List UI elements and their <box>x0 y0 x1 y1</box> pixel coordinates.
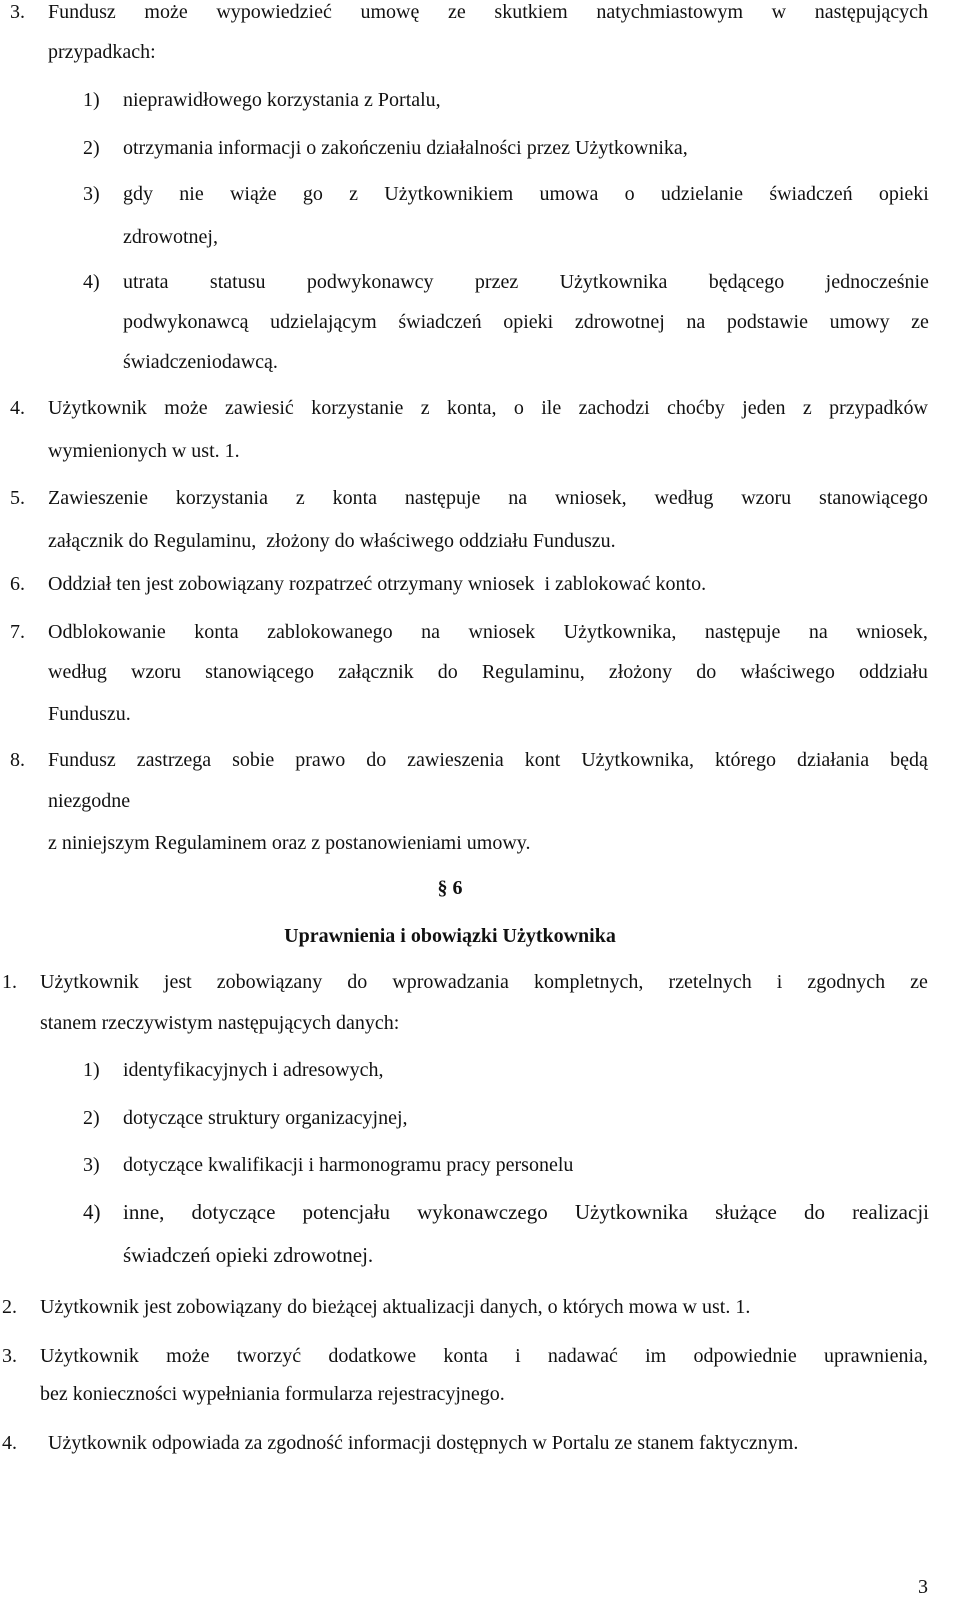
item-7-number: 7. <box>10 621 25 643</box>
word: przez <box>474 271 519 293</box>
word: podwykonawcą <box>123 311 249 333</box>
word: według <box>48 661 107 683</box>
item-4-line2: wymienionych w ust. 1. <box>48 440 240 462</box>
word: konta <box>332 487 377 509</box>
word: jeden <box>742 397 786 419</box>
subitem-text-cont: świadczeń opieki zdrowotnej. <box>123 1243 374 1267</box>
word: wykonawczego <box>417 1200 548 1224</box>
word: Fundusz <box>48 749 116 771</box>
word: gdy <box>123 183 153 205</box>
word: i <box>515 1345 521 1367</box>
word: według <box>654 487 714 509</box>
subitem-text <box>123 1202 929 1223</box>
item-8-line2: niezgodne <box>48 790 131 812</box>
word: wniosek <box>468 621 536 643</box>
word: wzoru <box>131 661 182 683</box>
item-5-number: 5. <box>10 487 25 509</box>
word: następuje <box>704 621 781 643</box>
s6-item-1-number: 1. <box>2 971 17 993</box>
word: może <box>164 397 208 419</box>
word: natychmiastowym <box>596 1 744 23</box>
word: Użytkownika, <box>563 621 677 643</box>
word: statusu <box>209 271 266 293</box>
subitem-number: 3) <box>83 183 100 205</box>
word: wniosek, <box>856 621 928 643</box>
item-3-line1 <box>48 2 928 22</box>
word: stanowiącego <box>819 487 928 509</box>
word: na <box>808 621 828 643</box>
word: zawieszenia <box>407 749 504 771</box>
word: z <box>349 183 359 205</box>
item-8-line1 <box>48 750 928 770</box>
item-4-line1 <box>48 398 928 418</box>
word: opieki <box>503 311 554 333</box>
item-5-line2: załącznik do Regulaminu, złożony do właściwego oddziału Funduszu. <box>48 530 616 552</box>
word: do <box>437 661 458 683</box>
word: zastrzega <box>136 749 212 771</box>
word: o <box>624 183 635 205</box>
word: i <box>776 971 783 993</box>
word: umowę <box>360 1 420 23</box>
subitem-number: 1) <box>83 89 100 111</box>
word: Zawieszenie <box>48 487 148 509</box>
word: może <box>144 1 188 23</box>
s6-item-2-text: Użytkownik jest zobowiązany do bieżącej aktualizacji danych, o których mowa w ust. 1. <box>40 1296 751 1318</box>
word: właściwego <box>740 661 835 683</box>
s6-item-2-number: 2. <box>2 1296 17 1318</box>
word: zachodzi <box>578 397 650 419</box>
word: konta, <box>447 397 497 419</box>
word: wprowadzania <box>392 971 509 993</box>
s6-item-3-number: 3. <box>2 1345 17 1367</box>
word: przypadków <box>829 397 928 419</box>
word: ile <box>541 397 562 419</box>
item-3-line2: przypadkach: <box>48 41 156 63</box>
word: do <box>803 1200 825 1224</box>
s6-item-3-line2: bez konieczności wypełniania formularza rejestracyjnego. <box>40 1383 505 1405</box>
item-6-number: 6. <box>10 573 25 595</box>
word: załącznik <box>338 661 414 683</box>
word: będą <box>890 749 928 771</box>
subitem-number: 1) <box>83 1059 100 1081</box>
word: złożony <box>608 661 673 683</box>
word: tworzyć <box>236 1345 302 1367</box>
word: o <box>513 397 524 419</box>
word: ze <box>448 1 466 23</box>
subitem-text: identyfikacyjnych i adresowych, <box>123 1059 384 1081</box>
word: Użytkownika <box>574 1200 688 1224</box>
s6-item-1-line2: stanem rzeczywistym następujących danych: <box>40 1012 400 1034</box>
word: świadczeń <box>398 311 482 333</box>
word: którego <box>714 749 777 771</box>
word: do <box>347 971 368 993</box>
subitem-number: 2) <box>83 137 100 159</box>
word: do <box>366 749 387 771</box>
word: zobowiązany <box>216 971 323 993</box>
word: zawiesić <box>224 397 294 419</box>
word: stanowiącego <box>205 661 315 683</box>
subitem-number: 4) <box>83 1200 101 1224</box>
word: zdrowotnej <box>574 311 665 333</box>
word: wypowiedzieć <box>216 1 332 23</box>
word: oddziału <box>859 661 928 683</box>
word: prawo <box>295 749 346 771</box>
word: będącego <box>708 271 785 293</box>
item-8-number: 8. <box>10 749 25 771</box>
word: podstawie <box>726 311 808 333</box>
item-7-line2 <box>48 662 928 682</box>
word: nie <box>179 183 204 205</box>
s6-item-4-text: Użytkownik odpowiada za zgodność informacji dostępnych w Portalu ze stanem faktycznym. <box>48 1432 799 1454</box>
word: ze <box>910 971 928 993</box>
word: rzetelnych <box>668 971 752 993</box>
word: dodatkowe <box>328 1345 417 1367</box>
subitem-text-cont: zdrowotnej, <box>123 226 218 248</box>
subitem-text: dotyczące struktury organizacyjnej, <box>123 1107 408 1129</box>
word: wiąże <box>229 183 277 205</box>
word: na <box>686 311 706 333</box>
word: utrata <box>123 271 169 293</box>
subitem-text: dotyczące kwalifikacji i harmonogramu pracy personelu <box>123 1154 574 1176</box>
word: go <box>302 183 323 205</box>
word: kont <box>524 749 561 771</box>
word: dotyczące <box>191 1200 276 1224</box>
page-number: 3 <box>918 1576 928 1598</box>
word: ze <box>911 311 929 333</box>
word: uprawnienia, <box>824 1345 928 1367</box>
item-5-line1 <box>48 488 928 508</box>
subitem-text-cont <box>123 312 929 332</box>
word: umowa <box>539 183 599 205</box>
word: nadawać <box>547 1345 618 1367</box>
subitem-text-cont: świadczeniodawcą. <box>123 351 278 373</box>
word: zablokowanego <box>267 621 393 643</box>
word: na <box>508 487 528 509</box>
word: Użytkownik <box>48 397 147 419</box>
word: skutkiem <box>494 1 568 23</box>
subitem-text: nieprawidłowego korzystania z Portalu, <box>123 89 441 111</box>
word: Użytkownikiem <box>384 183 514 205</box>
word: następuje <box>404 487 481 509</box>
word: następujących <box>814 1 928 23</box>
item-7-line1 <box>48 622 928 642</box>
word: sobie <box>232 749 275 771</box>
word: na <box>421 621 441 643</box>
subitem-text <box>123 184 929 204</box>
word: inne, <box>123 1200 165 1224</box>
word: działania <box>797 749 870 771</box>
subitem-text <box>123 272 929 292</box>
word: im <box>645 1345 667 1367</box>
word: udzielającym <box>270 311 377 333</box>
word: z <box>420 397 430 419</box>
word: w <box>771 1 787 23</box>
word: może <box>166 1345 210 1367</box>
word: świadczeń <box>769 183 853 205</box>
word: realizacji <box>852 1200 929 1224</box>
word: Użytkownika, <box>581 749 694 771</box>
word: kompletnych, <box>533 971 644 993</box>
word: wniosek, <box>554 487 627 509</box>
item-3-number: 3. <box>10 1 25 23</box>
subitem-number: 2) <box>83 1107 100 1129</box>
subitem-text: otrzymania informacji o zakończeniu działalności przez Użytkownika, <box>123 137 688 159</box>
word: Fundusz <box>48 1 116 23</box>
word: umowy <box>829 311 890 333</box>
word: jednocześnie <box>825 271 929 293</box>
word: zgodnych <box>807 971 886 993</box>
s6-item-4-number: 4. <box>2 1432 17 1454</box>
item-4-number: 4. <box>10 397 25 419</box>
word: podwykonawcy <box>306 271 434 293</box>
item-7-line3: Funduszu. <box>48 703 131 725</box>
word: wzoru <box>741 487 792 509</box>
subitem-number: 4) <box>83 271 100 293</box>
word: Użytkownik <box>40 1345 139 1367</box>
word: służące <box>715 1200 777 1224</box>
word: Odblokowanie <box>48 621 166 643</box>
s6-item-3-line1 <box>40 1346 928 1366</box>
word: z <box>802 397 812 419</box>
word: opieki <box>878 183 929 205</box>
section-title: Uprawnienia i obowiązki Użytkownika <box>284 925 616 947</box>
word: choćby <box>667 397 725 419</box>
item-6-line1: Oddział ten jest zobowiązany rozpatrzeć otrzymany wniosek i zablokować konto. <box>48 573 707 595</box>
word: Użytkownika <box>559 271 668 293</box>
s6-item-1-line1 <box>40 972 928 992</box>
item-8-line3: z niniejszym Regulaminem oraz z postanowieniami umowy. <box>48 832 531 854</box>
word: potencjału <box>302 1200 391 1224</box>
word: Regulaminu, <box>481 661 585 683</box>
word: udzielanie <box>660 183 744 205</box>
word: z <box>295 487 305 509</box>
word: odpowiednie <box>693 1345 797 1367</box>
subitem-number: 3) <box>83 1154 100 1176</box>
word: korzystania <box>175 487 268 509</box>
word: korzystanie <box>311 397 404 419</box>
word: do <box>696 661 717 683</box>
word: Użytkownik <box>40 971 139 993</box>
word: konta <box>443 1345 488 1367</box>
section-symbol: § 6 <box>437 877 463 899</box>
word: jest <box>163 971 192 993</box>
word: konta <box>194 621 239 643</box>
